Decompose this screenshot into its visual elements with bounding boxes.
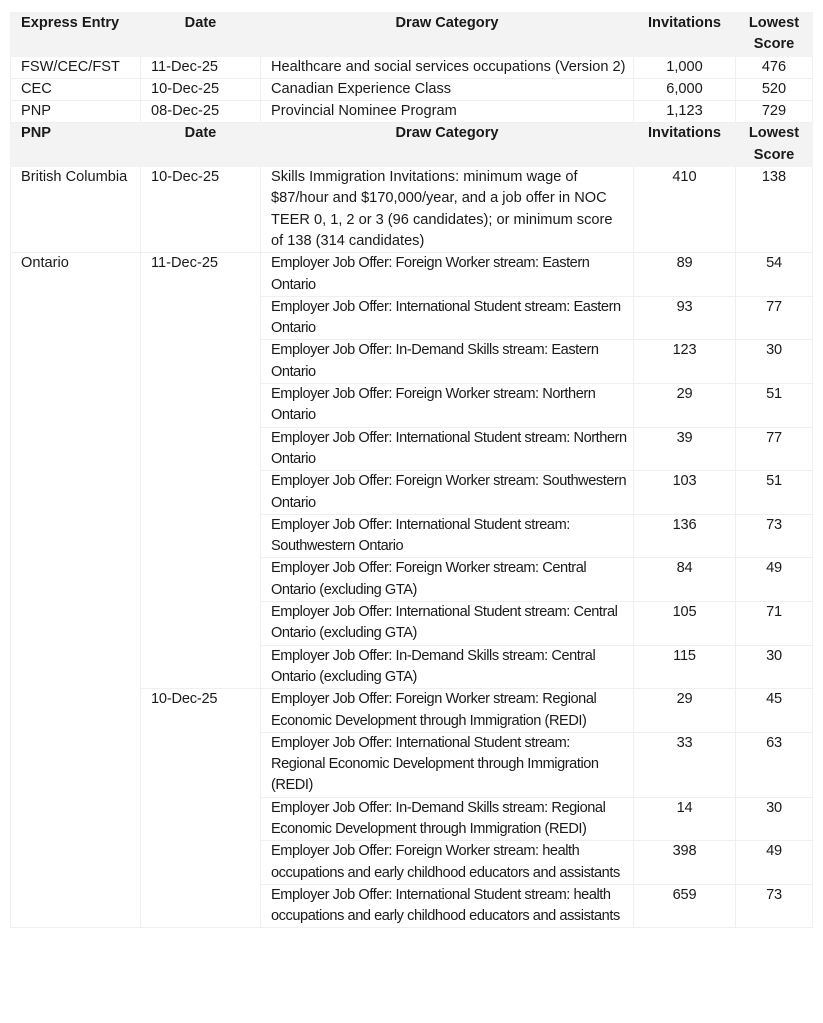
header-lowest-score: Lowest Score [736,123,813,167]
lowest-score-cell: 476 [736,56,813,78]
invitations-cell: 398 [634,841,736,885]
invitations-cell: 1,123 [634,101,736,123]
province-cell: British Columbia [11,167,141,253]
date-cell: 10-Dec-25 [141,689,261,928]
date-cell: 10-Dec-25 [141,167,261,253]
program-cell: FSW/CEC/FST [11,56,141,78]
lowest-score-cell: 71 [736,602,813,646]
lowest-score-cell: 77 [736,296,813,340]
table-row [11,101,813,123]
lowest-score-cell: 63 [736,732,813,797]
category-cell: Employer Job Offer: International Student stream: Southwestern Ontario [261,514,634,558]
header-express-entry: Express Entry [11,13,141,57]
table-row [11,78,813,100]
lowest-score-cell: 49 [736,841,813,885]
program-cell: PNP [11,101,141,123]
invitations-cell: 6,000 [634,78,736,100]
date-cell: 08-Dec-25 [141,101,261,123]
lowest-score-cell: 51 [736,384,813,428]
category-cell: Canadian Experience Class [261,78,634,100]
invitations-cell: 33 [634,732,736,797]
lowest-score-cell: 138 [736,167,813,253]
invitations-cell: 29 [634,689,736,733]
lowest-score-cell: 30 [736,797,813,841]
invitations-cell: 136 [634,514,736,558]
invitations-cell: 659 [634,884,736,928]
invitations-cell: 115 [634,645,736,689]
invitations-cell: 123 [634,340,736,384]
category-cell: Skills Immigration Invitations: minimum wage of $87/hour and $170,000/year, and a job offer in NOC TEER 0, 1, 2 or 3 (96 candidates); or minimum score of 138 (314 candidates) [261,167,634,253]
lowest-score-cell: 73 [736,514,813,558]
lowest-score-cell: 30 [736,645,813,689]
category-cell: Employer Job Offer: Foreign Worker stream: Eastern Ontario [261,253,634,297]
lowest-score-cell: 73 [736,884,813,928]
header-draw-category: Draw Category [261,13,634,57]
category-cell: Employer Job Offer: Foreign Worker stream: Southwestern Ontario [261,471,634,515]
draws-table-container [10,12,812,928]
header-date: Date [141,123,261,167]
category-cell: Employer Job Offer: Foreign Worker stream: Northern Ontario [261,384,634,428]
lowest-score-cell: 729 [736,101,813,123]
category-cell: Employer Job Offer: In-Demand Skills stream: Eastern Ontario [261,340,634,384]
lowest-score-cell: 30 [736,340,813,384]
express-entry-header-row [11,13,813,57]
lowest-score-cell: 49 [736,558,813,602]
program-cell: CEC [11,78,141,100]
category-cell: Employer Job Offer: Foreign Worker stream: health occupations and early childhood educators and assistants [261,841,634,885]
date-cell: 11-Dec-25 [141,253,261,689]
category-cell: Employer Job Offer: International Student stream: Central Ontario (excluding GTA) [261,602,634,646]
date-cell: 11-Dec-25 [141,56,261,78]
table-row-ontario [11,253,813,297]
table-row-british-columbia [11,167,813,253]
header-invitations: Invitations [634,123,736,167]
header-date: Date [141,13,261,57]
pnp-header-row [11,123,813,167]
header-invitations: Invitations [634,13,736,57]
invitations-cell: 93 [634,296,736,340]
category-cell: Healthcare and social services occupations (Version 2) [261,56,634,78]
lowest-score-cell: 54 [736,253,813,297]
category-cell: Employer Job Offer: International Student stream: Eastern Ontario [261,296,634,340]
category-cell: Employer Job Offer: International Student stream: Regional Economic Development through Immigration (REDI) [261,732,634,797]
invitations-cell: 29 [634,384,736,428]
category-cell: Employer Job Offer: Foreign Worker stream: Regional Economic Development through Immigration (REDI) [261,689,634,733]
province-cell: Ontario [11,253,141,928]
category-cell: Employer Job Offer: In-Demand Skills stream: Regional Economic Development through Immigration (REDI) [261,797,634,841]
lowest-score-cell: 51 [736,471,813,515]
invitations-cell: 410 [634,167,736,253]
header-draw-category: Draw Category [261,123,634,167]
lowest-score-cell: 77 [736,427,813,471]
invitations-cell: 14 [634,797,736,841]
category-cell: Provincial Nominee Program [261,101,634,123]
lowest-score-cell: 520 [736,78,813,100]
invitations-cell: 84 [634,558,736,602]
invitations-cell: 39 [634,427,736,471]
draws-table [10,12,813,928]
invitations-cell: 103 [634,471,736,515]
table-row [11,56,813,78]
lowest-score-cell: 45 [736,689,813,733]
invitations-cell: 89 [634,253,736,297]
invitations-cell: 1,000 [634,56,736,78]
category-cell: Employer Job Offer: Foreign Worker stream: Central Ontario (excluding GTA) [261,558,634,602]
date-cell: 10-Dec-25 [141,78,261,100]
category-cell: Employer Job Offer: International Student stream: health occupations and early childhood educators and assistants [261,884,634,928]
header-lowest-score: Lowest Score [736,13,813,57]
category-cell: Employer Job Offer: In-Demand Skills stream: Central Ontario (excluding GTA) [261,645,634,689]
category-cell: Employer Job Offer: International Student stream: Northern Ontario [261,427,634,471]
invitations-cell: 105 [634,602,736,646]
header-pnp: PNP [11,123,141,167]
